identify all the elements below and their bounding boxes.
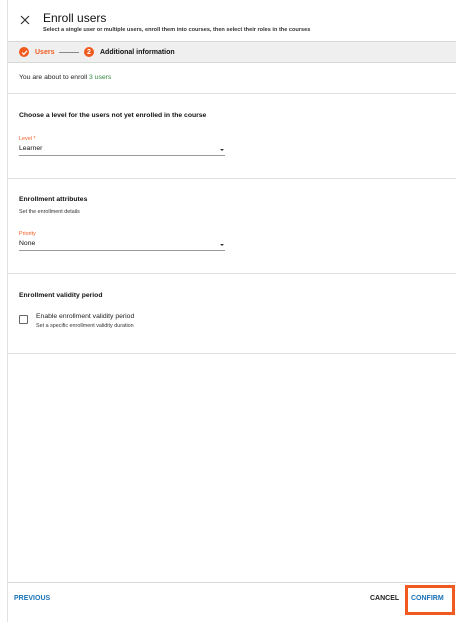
level-select-value: Learner [19,145,43,152]
level-select[interactable] [19,145,225,156]
page-subtitle: Select a single user or multiple users, enroll them into courses, then select their roles in the courses [43,27,311,33]
confirm-highlight [405,585,455,615]
cancel-button[interactable]: CANCEL [370,595,400,602]
level-field-label: Level * [19,136,36,142]
divider [8,93,456,94]
step-connector [59,52,79,53]
enable-validity-checkbox[interactable] [19,315,28,324]
previous-button[interactable]: PREVIOUS [14,595,51,602]
step-additional-information[interactable] [84,47,175,57]
divider [8,178,456,179]
priority-field-label: Priority [19,231,36,237]
attributes-section-title: Enrollment attributes [19,196,88,203]
enroll-summary-count[interactable]: 3 users [89,74,112,81]
enroll-summary-prefix: You are about to enroll [19,74,88,81]
step-users-label: Users [35,48,55,56]
page-title: Enroll users [43,11,107,25]
enable-validity-description: Set a specific enrollment validity duration [36,323,134,329]
step-users[interactable] [19,47,54,57]
step-additional-information-label: Additional information [100,48,175,56]
confirm-button[interactable]: CONFIRM [411,595,444,602]
enable-validity-label[interactable]: Enable enrollment validity period [36,313,135,320]
divider [8,273,456,274]
step-number: 2 [84,47,94,57]
enroll-users-panel [7,0,455,622]
caret-down-icon [220,149,224,151]
panel-footer [8,582,456,622]
panel-header [8,0,456,40]
level-section-title: Choose a level for the users not yet enrolled in the course [19,112,207,119]
caret-down-icon [220,244,224,246]
divider [8,353,456,354]
priority-select-value: None [19,240,36,247]
check-icon [19,47,29,57]
enroll-summary [19,74,111,81]
stepper [8,41,456,63]
priority-select[interactable] [19,240,225,251]
attributes-section-subtitle: Set the enrollment details [19,209,80,215]
close-icon[interactable] [18,13,32,27]
validity-section-title: Enrollment validity period [19,292,103,299]
